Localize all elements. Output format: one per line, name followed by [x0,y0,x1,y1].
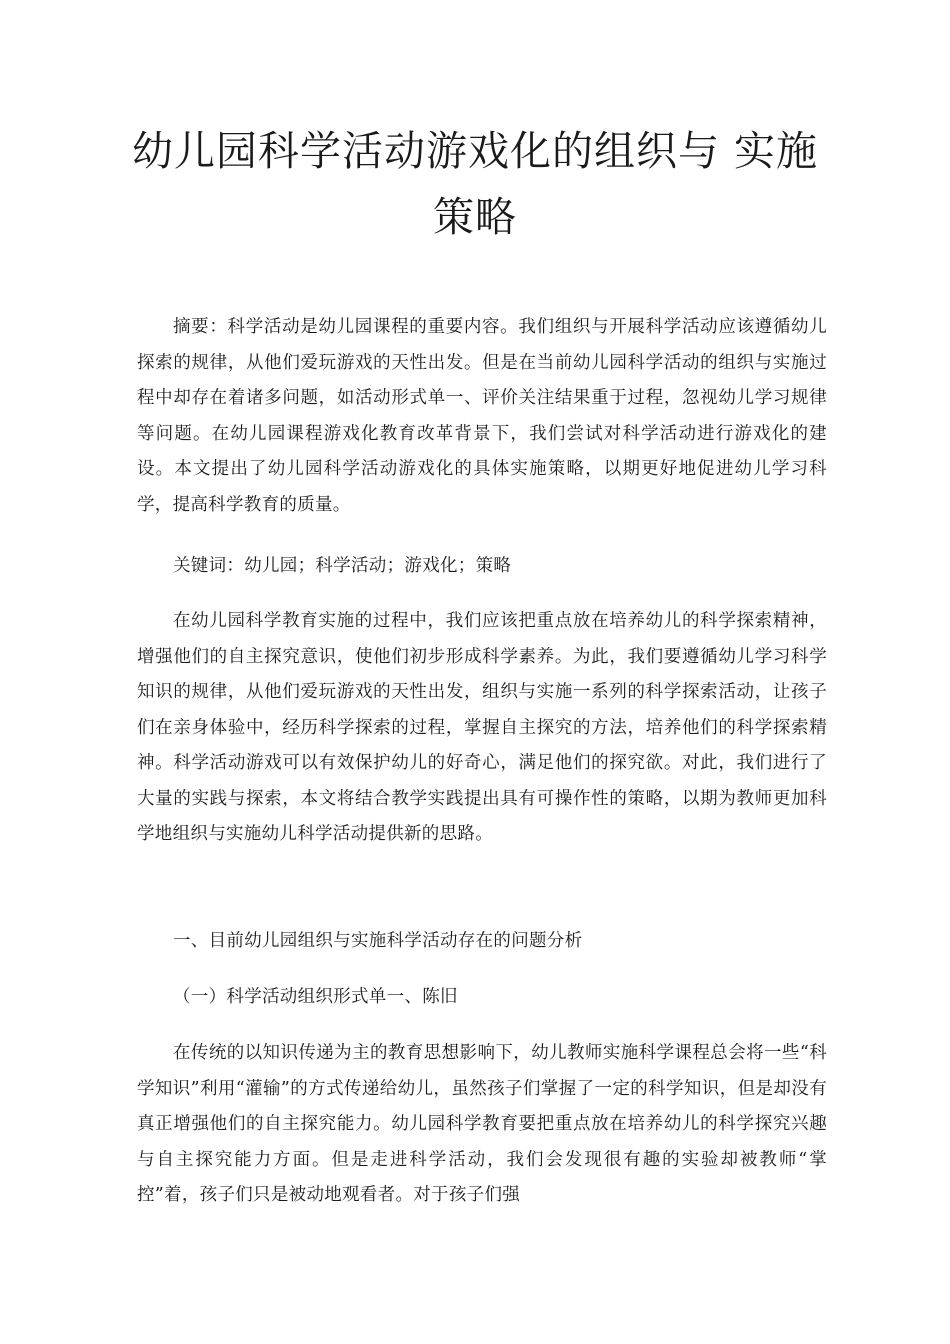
abstract-paragraph: 摘要：科学活动是幼儿园课程的重要内容。我们组织与开展科学活动应该遵循幼儿探索的规律，从他们爱玩游戏的天性出发。但是在当前幼儿园科学活动的组织与实施过程中却存在着诸多问题，如活动形式单一、评价关注结果重于过程，忽视幼儿学习规律等问题。在幼儿园课程游戏化教育改革背景下，我们尝试对科学活动进行游戏化的建设。本文提出了幼儿园科学活动游戏化的具体实施策略，以期更好地促进幼儿学习科学，提高科学教育的质量。 [137,317,827,515]
subsection-heading: （一）科学活动组织形式单一、陈旧 [173,987,458,1007]
intro-paragraph: 在幼儿园科学教育实施的过程中，我们应该把重点放在培养幼儿的科学探索精神，增强他们的自主探究意识，使他们初步形成科学素养。为此，我们要遵循幼儿学习科学知识的规律，从他们爱玩游戏的天性出发，组织与实施一系列的科学探索活动，让孩子们在亲身体验中，经历科学探索的过程，掌握自主探究的方法，培养他们的科学探索精神。科学活动游戏可以有效保护幼儿的好奇心，满足他们的探究欲。对此，我们进行了大量的实践与探索，本文将结合教学实践提出具有可操作性的策略，以期为教师更加科学地组织与实施幼儿科学活动提供新的思路。 [137,611,827,844]
document-title: 幼儿园科学活动游戏化的组织与 实施策略 [131,127,819,241]
body-paragraph: 在传统的以知识传递为主的教育思想影响下，幼儿教师实施科学课程总会将一些“科学知识”利用“灌输”的方式传递给幼儿，虽然孩子们掌握了一定的科学知识，但是却没有真正增强他们的自主探究能力。幼儿园科学教育要把重点放在培养幼儿的科学探究兴趣与自主探究能力方面。但是走进科学活动，我们会发现很有趣的实验却被教师“掌控”着，孩子们只是被动地观看者。对于孩子们强 [137,1043,827,1205]
keywords-paragraph: 关键词：幼儿园；科学活动；游戏化；策略 [173,556,512,576]
section-heading: 一、目前幼儿园组织与实施科学活动存在的问题分析 [173,931,583,951]
